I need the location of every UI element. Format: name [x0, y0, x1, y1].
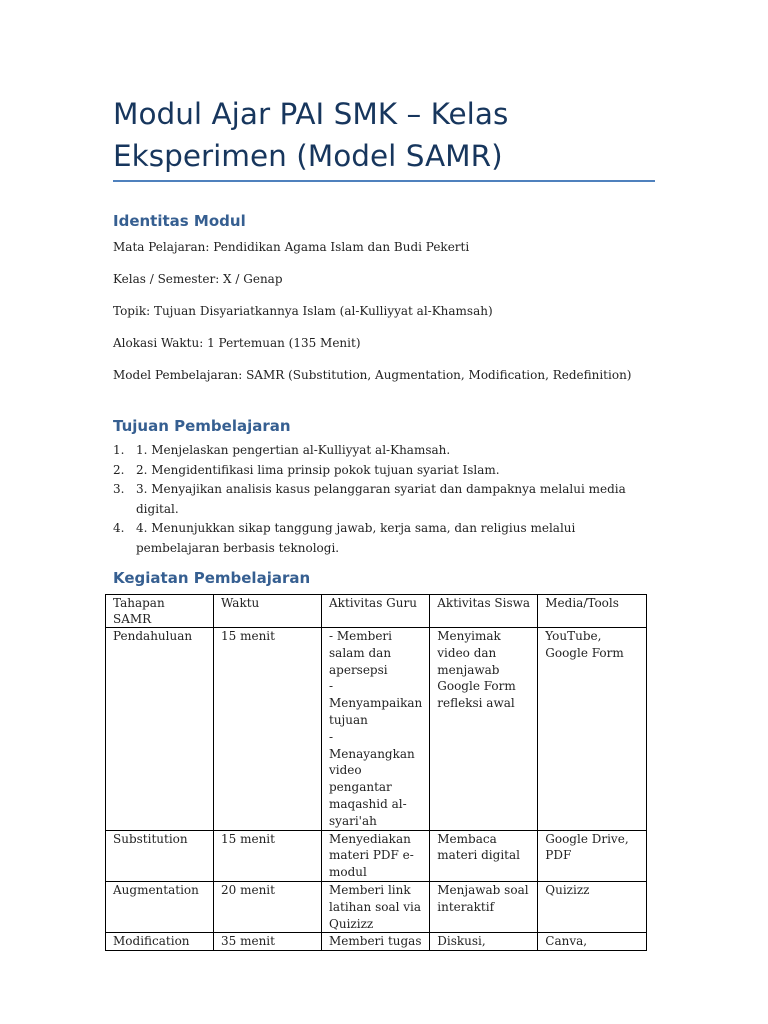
- list-item-text: 4. Menunjukkan sikap tanggung jawab, kerja sama, dan religius melalui pembelajaran berbasis teknologi.: [136, 521, 576, 555]
- column-header: Waktu: [214, 595, 322, 628]
- alokasi-waktu-text: Alokasi Waktu: 1 Pertemuan (135 Menit): [113, 336, 361, 350]
- mata-pelajaran-text: Mata Pelajaran: Pendidikan Agama Islam dan Budi Pekerti: [113, 240, 470, 254]
- list-number: 3.: [113, 482, 125, 496]
- table-row: [106, 628, 647, 831]
- list-item-text: 2. Mengidentifikasi lima prinsip pokok tujuan syariat Islam.: [136, 462, 500, 477]
- list-number: 2.: [113, 462, 125, 477]
- list-item-text: 1. Menjelaskan pengertian al-Kulliyyat al-Khamsah.: [136, 443, 451, 457]
- table-cell: - Memberi salam dan apersepsi - Menyampaikan tujuan - Menayangkan video pengantar maqashid al-syari'ah: [322, 628, 430, 831]
- table-row: [106, 933, 647, 951]
- table-cell: Pendahuluan: [106, 628, 214, 831]
- table-row: [106, 830, 647, 881]
- list-number: 1.: [113, 443, 125, 457]
- table-cell: Google Drive, PDF: [538, 830, 647, 881]
- tujuan-heading: Tujuan Pembelajaran: [113, 417, 291, 435]
- table-cell: 35 menit: [214, 933, 322, 951]
- table-cell: 15 menit: [214, 830, 322, 881]
- table-cell: Membaca materi digital: [430, 830, 538, 881]
- column-header: Tahapan SAMR: [106, 595, 214, 628]
- document-title: Modul Ajar PAI SMK – Kelas Eksperimen (Model SAMR): [113, 97, 509, 173]
- identitas-heading: Identitas Modul: [113, 212, 246, 230]
- table-header-row: [106, 595, 647, 628]
- kelas-semester-text: Kelas / Semester: X / Genap: [113, 272, 283, 286]
- column-header: Media/Tools: [538, 595, 647, 628]
- table-cell: 20 menit: [214, 881, 322, 932]
- table-cell: Canva,: [538, 933, 647, 951]
- table-cell: Menyimak video dan menjawab Google Form refleksi awal: [430, 628, 538, 831]
- tujuan-list: [113, 441, 658, 558]
- table-cell: 15 menit: [214, 628, 322, 831]
- title-underline: [113, 180, 655, 182]
- list-item: [113, 519, 658, 558]
- column-header: Aktivitas Siswa: [430, 595, 538, 628]
- table-cell: Quizizz: [538, 881, 647, 932]
- table-cell: Memberi tugas: [322, 933, 430, 951]
- table-cell: Augmentation: [106, 881, 214, 932]
- table-cell: Substitution: [106, 830, 214, 881]
- column-header: Aktivitas Guru: [322, 595, 430, 628]
- model-pembelajaran-text: Model Pembelajaran: SAMR (Substitution, Augmentation, Modification, Redefinition): [113, 368, 632, 382]
- table-cell: Modification: [106, 933, 214, 951]
- list-item: [113, 441, 658, 461]
- kegiatan-heading: Kegiatan Pembelajaran: [113, 569, 311, 587]
- list-item: [113, 480, 658, 519]
- table-cell: Diskusi,: [430, 933, 538, 951]
- list-number: 4.: [113, 521, 125, 535]
- list-item: [113, 461, 658, 481]
- list-item-text: 3. Menyajikan analisis kasus pelanggaran syariat dan dampaknya melalui media digital.: [136, 482, 626, 516]
- table-cell: Menyediakan materi PDF e-modul: [322, 830, 430, 881]
- kegiatan-table: [105, 594, 647, 951]
- topik-text: Topik: Tujuan Disyariatkannya Islam (al-Kulliyyat al-Khamsah): [113, 304, 493, 318]
- table-cell: Memberi link latihan soal via Quizizz: [322, 881, 430, 932]
- table-cell: YouTube, Google Form: [538, 628, 647, 831]
- table-row: [106, 881, 647, 932]
- table-cell: Menjawab soal interaktif: [430, 881, 538, 932]
